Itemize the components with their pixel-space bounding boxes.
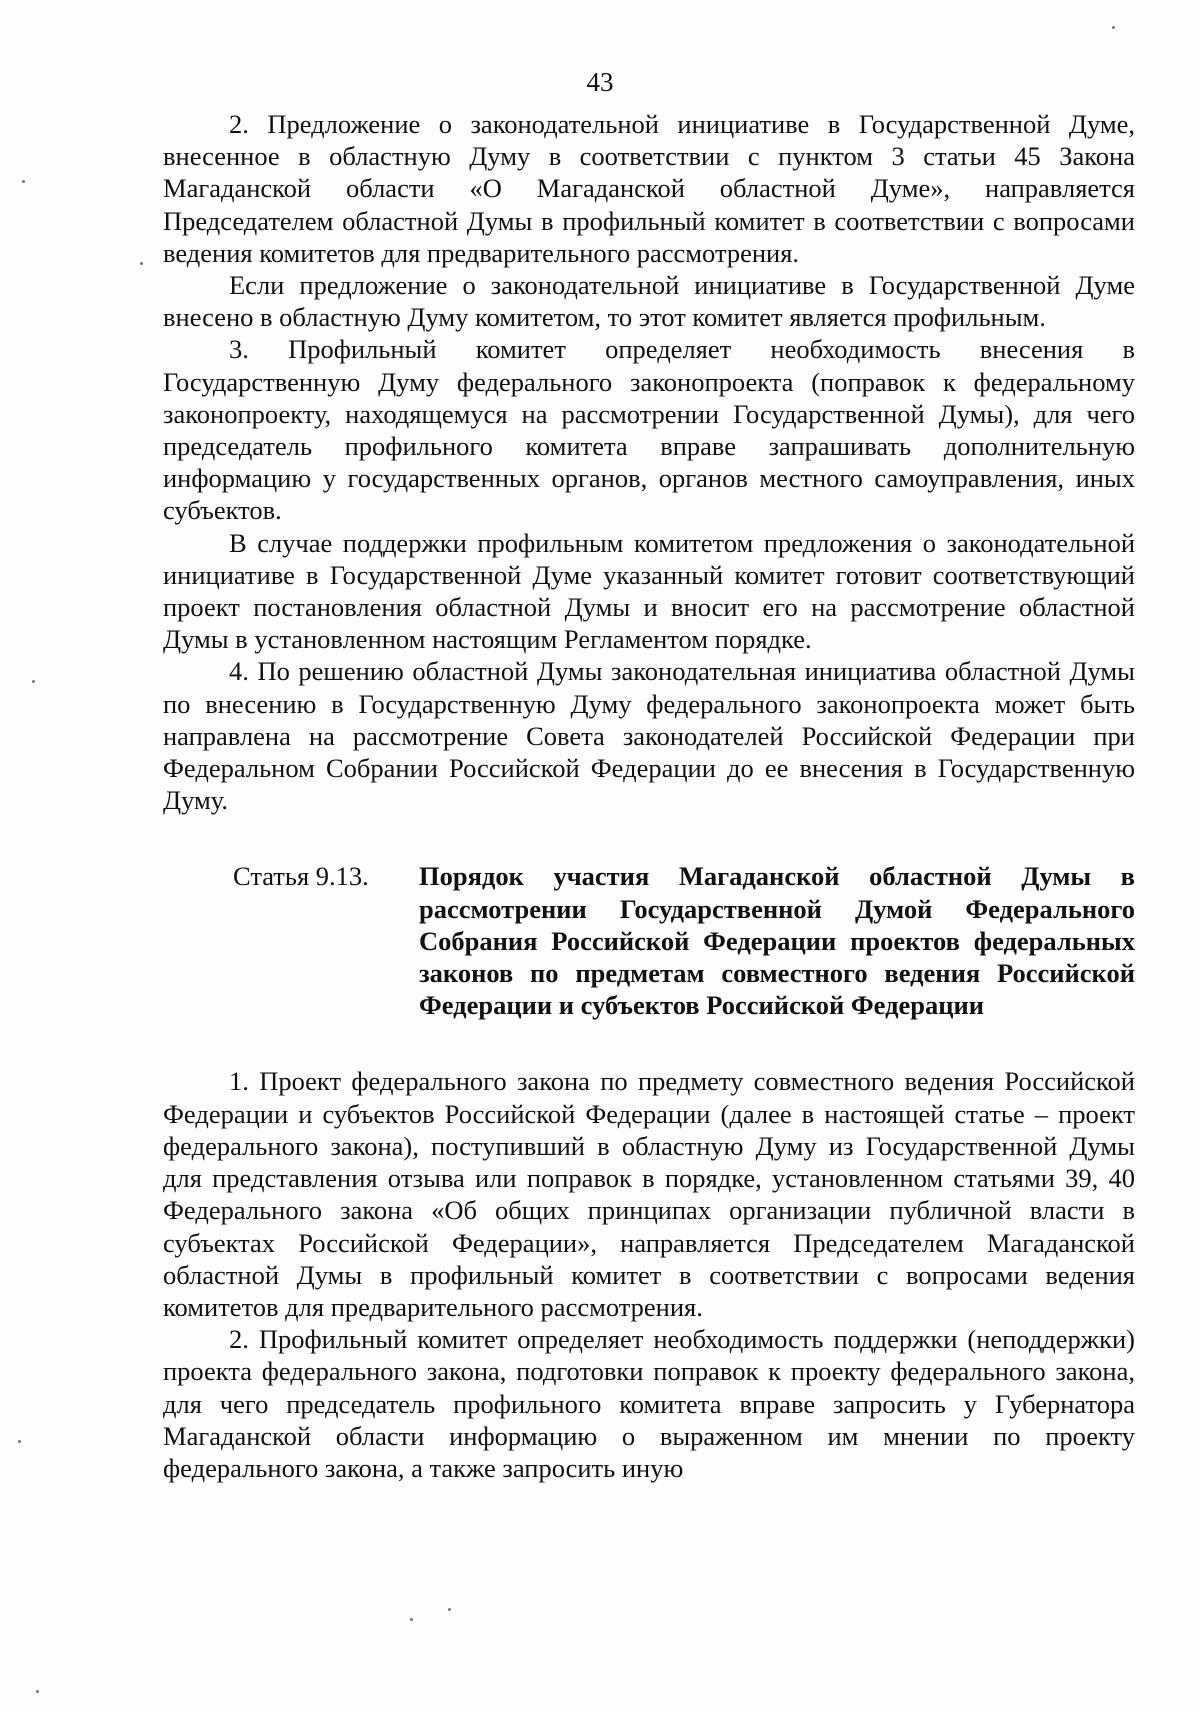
scan-speck: [448, 1608, 451, 1611]
document-body: [163, 108, 1135, 1484]
paragraph-committee-initiative: Если предложение о законодательной инициативе в Государственной Думе внесено в областную Думу комитетом, то этот комитет является профильным.: [163, 270, 1135, 333]
scan-speck: [32, 680, 35, 683]
scan-speck: [36, 1690, 39, 1693]
paragraph-committee-determines: 3. Профильный комитет определяет необходимость внесения в Государственную Думу федерального законопроекта (поправок к федеральному законопроекту, находящемуся на рассмотрении Государственной Думы), для чего председатель профильного комитета вправе запрашивать дополнительную информацию у государственных органов, органов местного самоуправления, иных субъектов.: [163, 334, 1135, 526]
paragraph-council-referral: 4. По решению областной Думы законодательная инициатива областной Думы по внесению в Государственную Думу федерального законопроекта может быть направлена на рассмотрение Совета законодателей Российской Федерации при Федеральном Собрании Российской Федерации до ее внесения в Государственную Думу.: [163, 656, 1135, 816]
paragraph-draft-law-routing: 1. Проект федерального закона по предмету совместного ведения Российской Федерации и субъектов Российской Федерации (далее в настоящей статье – проект федерального закона), поступивший в областную Думу из Государственной Думы для представления отзыва или поправок в порядке, установленном статьями 39, 40 Федерального закона «Об общих принципах организации публичной власти в субъектах Российской Федерации», направляется Председателем Магаданской областной Думы в профильный комитет в соответствии с вопросами ведения комитетов для предварительного рассмотрения.: [163, 1066, 1135, 1322]
article-heading: [163, 860, 1135, 1021]
scan-speck: [140, 262, 143, 265]
article-label: Статья 9.13.: [233, 861, 369, 892]
scan-speck: [1112, 26, 1115, 29]
paragraph-committee-support: В случае поддержки профильным комитетом предложения о законодательной инициативе в Государственной Думе указанный комитет готовит соответствующий проект постановления областной Думы и вносит его на рассмотрение областной Думы в установленном настоящим Регламентом порядке.: [163, 527, 1135, 655]
scan-speck: [22, 180, 25, 183]
page-number: 43: [586, 67, 614, 97]
article-title: Порядок участия Магаданской областной Думы в рассмотрении Государственной Думой Федерального Собрания Российской Федерации проектов федеральных законов по предметам совместного ведения Российской Федерации и субъектов Российской Федерации: [419, 861, 1135, 1021]
paragraph-committee-support-draft: 2. Профильный комитет определяет необходимость поддержки (неподдержки) проекта федерального закона, подготовки поправок к проекту федерального закона, для чего председатель профильного комитета вправе запросить у Губернатора Магаданской области информацию о выраженном им мнении по проекту федерального закона, а также запросить иную: [163, 1324, 1135, 1483]
paragraph-proposal-routing: 2. Предложение о законодательной инициативе в Государственной Думе, внесенное в областную Думу в соответствии с пунктом 3 статьи 45 Закона Магаданской области «О Магаданской областной Думе», направляется Председателем областной Думы в профильный комитет в соответствии с вопросами ведения комитетов для предварительного рассмотрения.: [163, 109, 1135, 268]
scan-speck: [18, 1440, 21, 1443]
scan-speck: [410, 1618, 413, 1621]
